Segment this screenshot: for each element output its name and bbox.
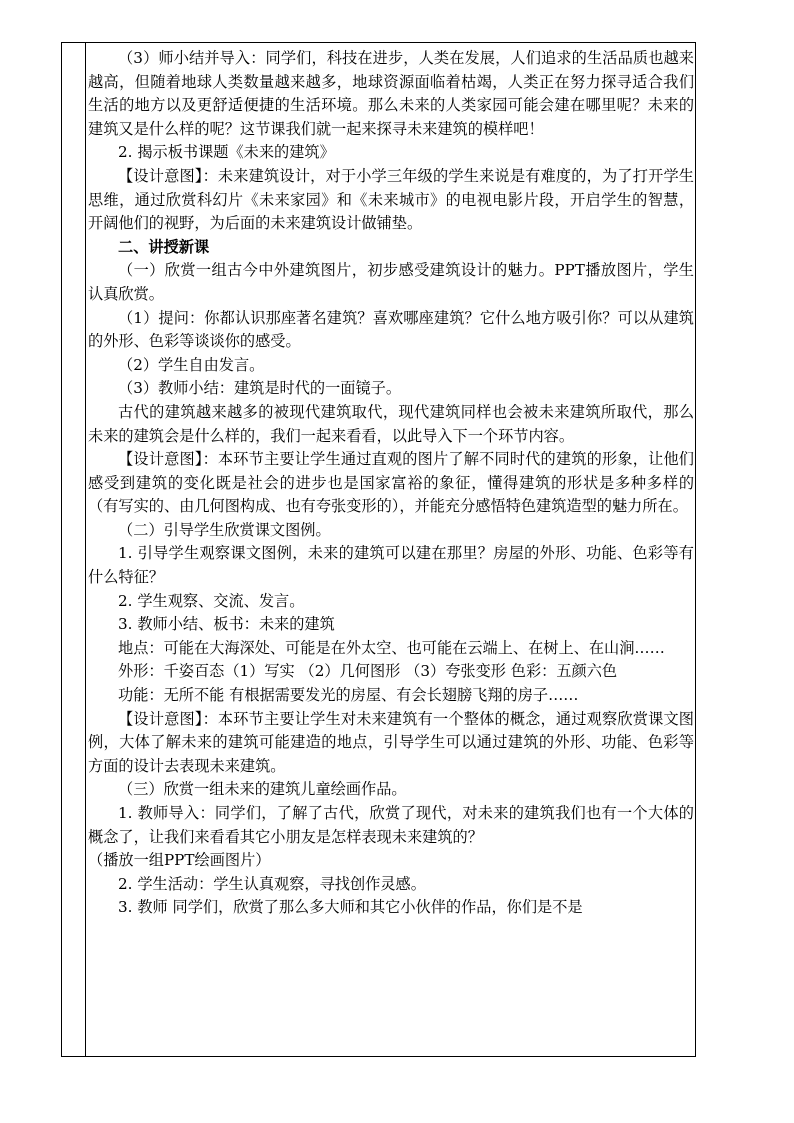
paragraph: 2. 学生观察、交流、发言。 <box>118 591 305 610</box>
paragraph: （三）欣赏一组未来的建筑儿童绘画作品。 <box>118 780 407 799</box>
paragraph: 【设计意图】：本环节主要让学生对未来建筑有一个整体的概念，通过观察欣赏课文图例，大体了解未来的建筑可能建造的地点，引导学生可以通过建筑的外形、功能、色彩等方面的设计去表现未来建筑。 <box>88 709 694 775</box>
paragraph: （一）欣赏一组古今中外建筑图片，初步感受建筑设计的魅力。PPT播放图片，学生认真欣赏。 <box>88 261 694 303</box>
paragraph: 2. 揭示板书课题《未来的建筑》 <box>118 143 335 162</box>
table-content-cell <box>88 47 694 920</box>
paragraph: 3. 教师 同学们，欣赏了那么多大师和其它小伙伴的作品，你们是不是 <box>118 898 583 917</box>
paragraph: 地点：可能在大海深处、可能是在外太空、也可能在云端上、在树上、在山涧…… <box>118 638 665 657</box>
paragraph: （播放一组PPT绘画图片） <box>88 851 271 870</box>
paragraph: （3）师小结并导入：同学们，科技在进步，人类在发展，人们追求的生活品质也越来越高，但随着地球人类数量越来越多，地球资源面临着枯竭，人类正在努力探寻适合我们生活的地方以及更舒适便捷的生活环境。那么未来的人类家园可能会建在哪里呢？未来的建筑又是什么样的呢？这节课我们就一起来探寻未来建筑的模样吧！ <box>88 49 694 138</box>
table-left-column <box>62 43 86 1056</box>
paragraph: 1. 引导学生观察课文图例，未来的建筑可以建在那里？房屋的外形、功能、色彩等有什么特征？ <box>88 544 694 587</box>
paragraph: （1）提问：你都认识那座著名建筑？喜欢哪座建筑？它什么地方吸引你？可以从建筑的外形、色彩等谈谈你的感受。 <box>88 308 694 351</box>
paragraph: 1. 教师导入：同学们，了解了古代，欣赏了现代，对未来的建筑我们也有一个大体的概念了，让我们来看看其它小朋友是怎样表现未来建筑的？ <box>88 804 694 846</box>
paragraph: 功能：无所不能 有根据需要发光的房屋、有会长翅膀飞翔的房子…… <box>118 686 579 705</box>
paragraph: 2. 学生活动：学生认真观察，寻找创作灵感。 <box>118 874 426 893</box>
paragraph: （3）教师小结：建筑是时代的一面镜子。 <box>118 379 402 398</box>
paragraph: 【设计意图】：本环节主要让学生通过直观的图片了解不同时代的建筑的形象，让他们感受到建筑的变化既是社会的进步也是国家富裕的象征，懂得建筑的形状是多种多样的（有写实的、由几何图构成、也有夸张变形的），并能充分感悟特色建筑造型的魅力所在。 <box>88 450 694 516</box>
paragraph: （2）学生自由发言。 <box>118 355 265 374</box>
paragraph: 【设计意图】：未来建筑设计，对于小学三年级的学生来说是有难度的，为了打开学生思维，通过欣赏科幻片《未来家园》和《未来城市》的电视电影片段，开启学生的智慧，开阔他们的视野，为后面的未来建筑设计做铺垫。 <box>88 166 694 233</box>
paragraph: 3. 教师小结、板书：未来的建筑 <box>118 615 335 634</box>
paragraph: （二）引导学生欣赏课文图例。 <box>118 520 331 539</box>
paragraph: 外形：千姿百态（1）写实 （2）几何图形 （3）夸张变形 色彩：五颜六色 <box>118 662 618 681</box>
lesson-table <box>61 42 696 1057</box>
paragraph: 古代的建筑越来越多的被现代建筑取代，现代建筑同样也会被未来建筑所取代，那么未来的建筑会是什么样的，我们一起来看看，以此导入下一个环节内容。 <box>88 402 694 445</box>
section-heading: 二、讲授新课 <box>118 237 210 256</box>
